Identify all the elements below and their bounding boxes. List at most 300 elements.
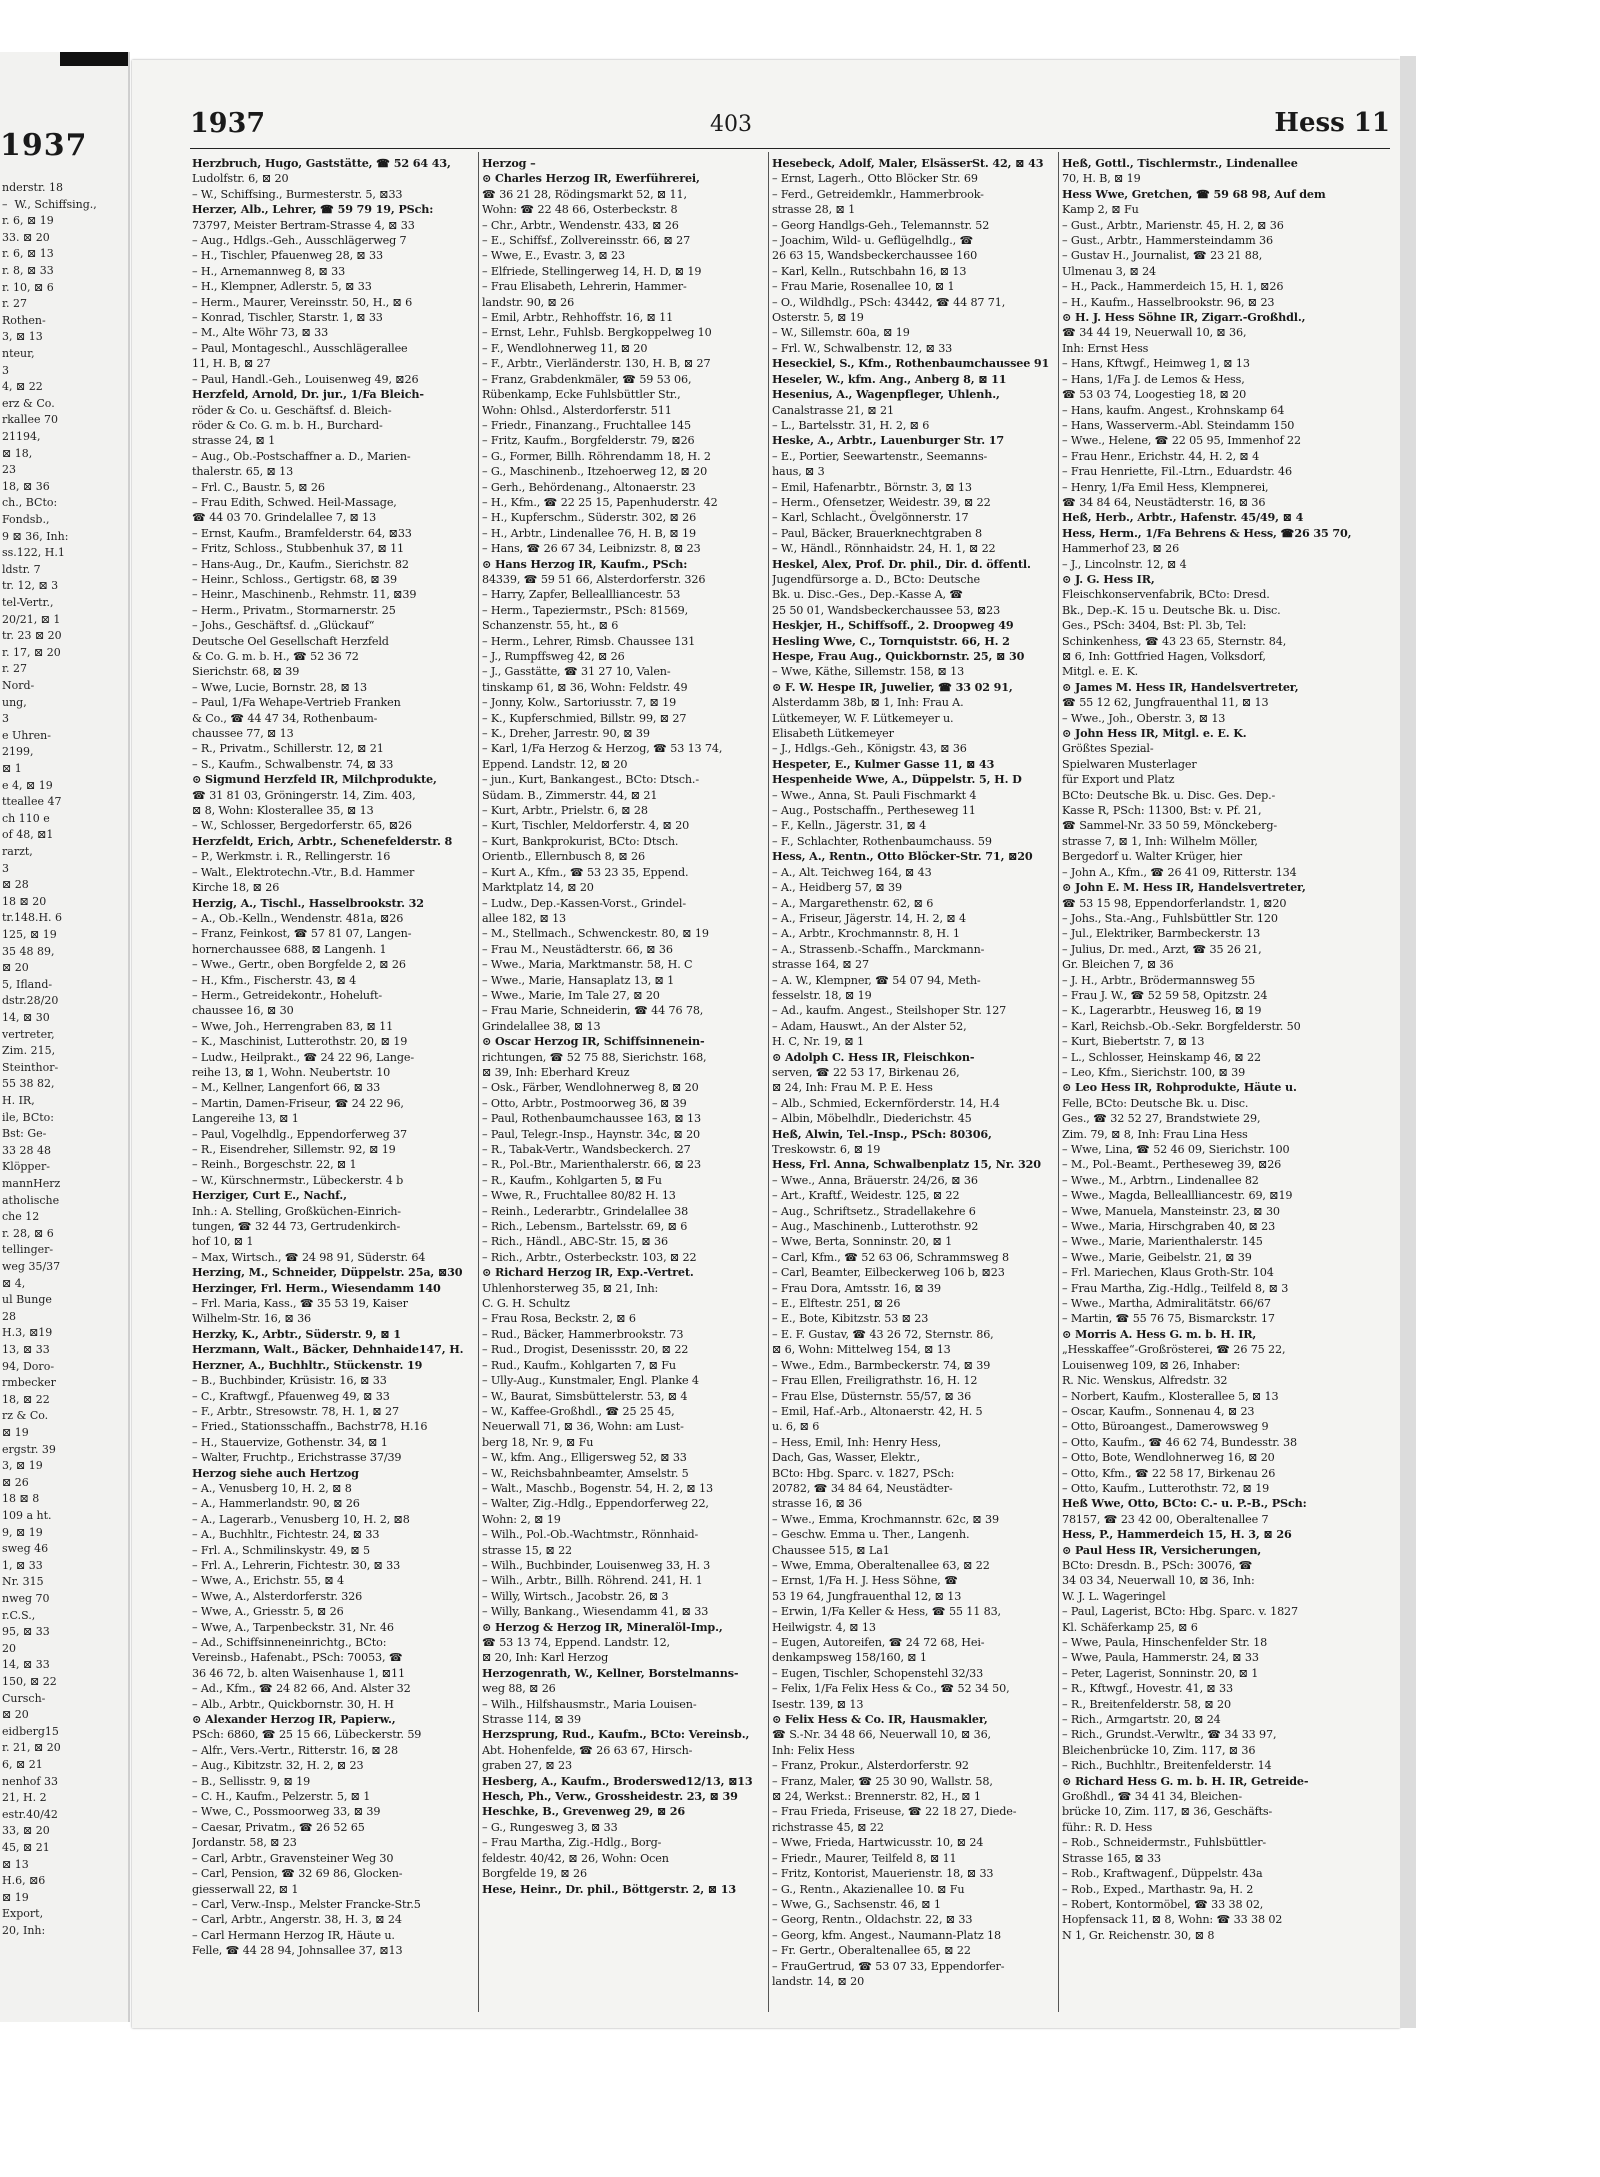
directory-entry-line: – Herm., Lehrer, Rimsb. Chaussee 131: [482, 634, 696, 648]
directory-entry-line: – jun., Kurt, Bankangest., BCto: Dtsch.-: [482, 773, 699, 787]
directory-entry-line: – Frau Edith, Schwed. Heil-Massage,: [192, 495, 397, 509]
directory-entry-line: Sierichstr. 68, ⊠ 39: [192, 665, 300, 679]
directory-entry-line: Heseckiel, S., Kfm., Rothenbaumchaussee 91: [772, 356, 1050, 371]
directory-entry-line: ☎ 31 81 03, Gröningerstr. 14, Zim. 403,: [192, 788, 416, 802]
left-fragment-line: of 48, ⊠1: [2, 828, 54, 842]
directory-entry-line: – A., Venusberg 10, H. 2, ⊠ 8: [192, 1481, 352, 1495]
directory-entry-line: ⊙ Felix Hess & Co. IR, Hausmakler,: [772, 1712, 988, 1727]
directory-entry-line: – Martin, ☎ 55 76 75, Bismarckstr. 17: [1062, 1312, 1275, 1326]
left-fragment-line: r.C.S.,: [2, 1608, 36, 1622]
directory-entry-line: – Kurt A., Kfm., ☎ 53 23 35, Eppend.: [482, 865, 689, 879]
directory-entry-line: – Wwe., Magda, Belleallliancestr. 69, ⊠19: [1062, 1189, 1293, 1203]
directory-entry-line: – Wwe., Marie, Geibelstr. 21, ⊠ 39: [1062, 1250, 1252, 1264]
directory-entry-line: – Max, Wirtsch., ☎ 24 98 91, Süderstr. 64: [192, 1250, 426, 1264]
directory-entry-line: – Wwe., M., Arbtrn., Lindenallee 82: [1062, 1173, 1259, 1187]
left-fragment-line: 95, ⊠ 33: [2, 1625, 50, 1639]
directory-entry-line: – Eugen, Autoreifen, ☎ 24 72 68, Hei-: [772, 1636, 985, 1649]
directory-entry-line: Hesch, Ph., Verw., Grossheidestr. 23, ⊠ 39: [482, 1789, 738, 1804]
directory-entry-line: – Friedr., Finanzang., Fruchtallee 145: [482, 418, 691, 432]
directory-entry-line: reihe 13, ⊠ 1, Wohn. Neubertstr. 10: [192, 1065, 391, 1079]
directory-entry-line: – A., Heidberg 57, ⊠ 39: [772, 881, 902, 895]
left-fragment-line: 3: [2, 861, 9, 875]
directory-entry-line: N 1, Gr. Reichenstr. 30, ⊠ 8: [1062, 1928, 1215, 1942]
left-fragment-line: 28: [2, 1309, 16, 1323]
directory-entry-line: ⊙ Alexander Herzog IR, Papierw.,: [192, 1712, 396, 1727]
left-fragment-line: ⊠ 20: [2, 961, 29, 975]
directory-entry-line: Wohn: Ohlsd., Alsterdorferstr. 511: [482, 403, 672, 417]
directory-entry-line: – Wwe, C., Possmoorweg 33, ⊠ 39: [192, 1805, 381, 1819]
left-fragment-line: tellinger-: [2, 1243, 54, 1257]
directory-entry-line: ⊙ James M. Hess IR, Handelsvertreter,: [1062, 679, 1299, 694]
directory-entry-line: Spielwaren Musterlager: [1062, 757, 1197, 771]
directory-entry-line: – Frau Ellen, Freiligrathstr. 16, H. 12: [772, 1374, 978, 1388]
left-fragment-line: rkallee 70: [2, 413, 59, 427]
directory-entry-line: H. C, Nr. 19, ⊠ 1: [772, 1035, 865, 1049]
left-fragment-line: Fondsb.,: [2, 513, 50, 526]
directory-entry-line: – Oscar, Kaufm., Sonnenau 4, ⊠ 23: [1062, 1404, 1255, 1418]
left-fragment-line: Nord-: [2, 679, 35, 692]
left-fragment-line: 13, ⊠ 33: [2, 1343, 50, 1356]
directory-entry-line: – Franz, Maler, ☎ 25 30 90, Wallstr. 58,: [772, 1774, 993, 1788]
directory-entry-line: – Caesar, Privatm., ☎ 26 52 65: [192, 1820, 365, 1834]
directory-entry-line: strasse 24, ⊠ 1: [192, 434, 276, 448]
directory-entry-line: – Albin, Möbelhdlr., Diederichstr. 45: [772, 1112, 972, 1126]
directory-entry-line: – Heinr., Schloss., Gertigstr. 68, ⊠ 39: [192, 572, 397, 586]
directory-entry-line: – Otto, Büroangest., Damerowsweg 9: [1062, 1420, 1269, 1434]
directory-entry-line: ☎ 34 44 19, Neuerwall 10, ⊠ 36,: [1062, 326, 1247, 340]
left-page-year: 1937: [0, 128, 88, 163]
directory-entry-line: fesselstr. 18, ⊠ 19: [772, 988, 872, 1002]
directory-entry-line: Herziger, Curt E., Nachf.,: [192, 1188, 347, 1203]
directory-entry-line: – Herm., Tapeziermstr., PSch: 81569,: [482, 603, 689, 617]
directory-entry-line: – Wwe, A., Tarpenbeckstr. 31, Nr. 46: [192, 1620, 394, 1634]
header-rule: [190, 148, 1390, 149]
directory-entry-line: – Wilh., Arbtr., Billh. Röhrend. 241, H. 1: [482, 1574, 703, 1588]
directory-entry-line: – Frl. A., Schmilinskystr. 49, ⊠ 5: [192, 1543, 370, 1557]
left-fragment-line: ⊠ 13: [2, 1857, 29, 1871]
directory-entry-line: PSch: 6860, ☎ 25 15 66, Lübeckerstr. 59: [192, 1728, 422, 1742]
directory-entry-line: – Wwe, A., Griesstr. 5, ⊠ 26: [192, 1605, 344, 1619]
directory-entry-line: Bk. u. Disc.-Ges., Dep.-Kasse A, ☎: [772, 588, 964, 602]
directory-entry-line: – Wilh., Hilfshausmstr., Maria Louisen-: [482, 1697, 697, 1711]
directory-entry-line: ⊠ 6, Wohn: Mittelweg 154, ⊠ 13: [772, 1343, 951, 1357]
directory-entry-line: – Herm., Maurer, Vereinsstr. 50, H., ⊠ 6: [192, 295, 413, 309]
directory-entry-line: – Wwe., Helene, ☎ 22 05 95, Immenhof 22: [1062, 434, 1301, 448]
directory-entry-line: – Reinh., Lederarbtr., Grindelallee 38: [482, 1204, 689, 1218]
directory-entry-line: Hespenheide Wwe, A., Düppelstr. 5, H. D: [772, 772, 1022, 787]
directory-entry-line: & Co., ☎ 44 47 34, Rothenbaum-: [192, 711, 378, 725]
directory-entry-line: Ulmenau 3, ⊠ 24: [1062, 264, 1157, 278]
directory-entry-line: führ.: R. D. Hess: [1062, 1820, 1153, 1834]
directory-entry-line: – Ully-Aug., Kunstmaler, Engl. Planke 4: [482, 1374, 699, 1388]
directory-entry-line: weg 88, ⊠ 26: [482, 1682, 556, 1696]
directory-entry-line: – J., Lincolnstr. 12, ⊠ 4: [1062, 557, 1187, 571]
directory-entry-line: – Alfr., Vers.-Vertr., Ritterstr. 16, ⊠ 28: [192, 1743, 398, 1757]
directory-entry-line: ☎ 44 03 70. Grindelallee 7, ⊠ 13: [192, 511, 377, 525]
left-fragment-line: 125, ⊠ 19: [2, 928, 57, 941]
directory-entry-line: – Franz, Prokur., Alsterdorferstr. 92: [772, 1759, 969, 1773]
directory-entry-line: – Walter, Fruchtp., Erichstrasse 37/39: [192, 1451, 402, 1465]
left-fragment-line: ⊠ 18,: [2, 446, 33, 460]
directory-entry-line: brücke 10, Zim. 117, ⊠ 36, Geschäfts-: [1062, 1805, 1273, 1819]
directory-entry-line: – Paul, Lagerist, BCto: Hbg. Sparc. v. 1827: [1062, 1605, 1298, 1619]
left-fragment-line: 150, ⊠ 22: [2, 1675, 57, 1688]
directory-entry-line: – Paul, Bäcker, Brauerknechtgraben 8: [772, 526, 982, 540]
directory-entry-line: Herzbruch, Hugo, Gaststätte, ☎ 52 64 43,: [192, 156, 451, 170]
left-fragment-line: H.3, ⊠19: [2, 1326, 53, 1340]
left-fragment-line: Nr. 315: [2, 1575, 44, 1589]
directory-entry-line: – Carl, Pension, ☎ 32 69 86, Glocken-: [192, 1867, 403, 1881]
directory-entry-line: 78157, ☎ 23 42 00, Oberaltenallee 7: [1062, 1512, 1269, 1526]
directory-entry-line: – Frau M., Neustädterstr. 66, ⊠ 36: [482, 942, 673, 956]
directory-entry-line: – Hans, ☎ 26 67 34, Leibnizstr. 8, ⊠ 23: [482, 542, 701, 556]
directory-entry-line: Hesenius, A., Wagenpfleger, Uhlenh.,: [772, 387, 1000, 402]
directory-entry-line: – Norbert, Kaufm., Klosterallee 5, ⊠ 13: [1062, 1389, 1279, 1403]
directory-entry-line: Rübenkamp, Ecke Fuhlsbüttler Str.,: [482, 388, 681, 402]
directory-entry-line: – B., Sellisstr. 9, ⊠ 19: [192, 1774, 311, 1788]
directory-entry-line: – Willy, Bankang., Wiesendamm 41, ⊠ 33: [482, 1605, 709, 1619]
directory-entry-line: – Wwe, Frieda, Hartwicusstr. 10, ⊠ 24: [772, 1836, 984, 1850]
directory-entry-line: – J., Rumpffsweg 42, ⊠ 26: [482, 650, 625, 663]
left-fragment-line: ch 110 e: [2, 811, 50, 825]
directory-entry-line: allee 182, ⊠ 13: [482, 911, 567, 925]
directory-entry-line: – M., Kellner, Langenfort 66, ⊠ 33: [192, 1081, 381, 1095]
directory-entry-line: – Eugen, Tischler, Schopenstehl 32/33: [772, 1666, 984, 1680]
left-fragment-line: 14, ⊠ 30: [2, 1011, 50, 1024]
directory-entry-line: – Kurt, Bankprokurist, BCto: Dtsch.: [482, 834, 679, 848]
directory-entry-line: Schanzenstr. 55, ht., ⊠ 6: [482, 619, 619, 633]
directory-entry-line: Treskowstr. 6, ⊠ 19: [772, 1143, 881, 1156]
directory-entry-line: Eppend. Landstr. 12, ⊠ 20: [482, 757, 628, 771]
left-fragment-line: estr.40/42: [2, 1807, 58, 1821]
left-fragment-line: r. 10, ⊠ 6: [2, 280, 54, 294]
directory-entry-line: – Fritz, Schloss., Stubbenhuk 37, ⊠ 11: [192, 542, 405, 556]
left-fragment-line: 4, ⊠ 22: [2, 380, 43, 394]
directory-entry-line: – M., Pol.-Beamt., Pertheseweg 39, ⊠26: [1062, 1158, 1282, 1172]
directory-entry-line: – Wwe., Edm., Barmbeckerstr. 74, ⊠ 39: [772, 1358, 991, 1372]
directory-entry-line: ⊠ 24, Inh: Frau M. P. E. Hess: [772, 1081, 933, 1095]
directory-entry-line: 36 46 72, b. alten Waisenhause 1, ⊠11: [192, 1666, 405, 1680]
directory-entry-line: ⊙ H. J. Hess Söhne IR, Zigarr.-Großhdl.,: [1062, 310, 1306, 325]
directory-entry-line: Großhdl., ☎ 34 41 34, Bleichen-: [1062, 1790, 1242, 1804]
directory-entry-line: Herzer, Alb., Lehrer, ☎ 59 79 19, PSch:: [192, 202, 434, 217]
directory-entry-line: – Wwe, R., Fruchtallee 80/82 H. 13: [482, 1189, 676, 1203]
directory-entry-line: 84339, ☎ 59 51 66, Alsterdorferstr. 326: [482, 572, 706, 586]
left-fragment-line: ldstr. 7: [2, 562, 41, 576]
directory-entry-line: Mitgl. e. E. K.: [1062, 665, 1139, 679]
directory-entry-line: – Emil, Arbtr., Rehhoffstr. 16, ⊠ 11: [482, 311, 674, 325]
directory-entry-line: – Friedr., Maurer, Teilfeld 8, ⊠ 11: [772, 1851, 957, 1865]
directory-entry-line: – Wwe, G., Sachsenstr. 46, ⊠ 1: [772, 1897, 941, 1911]
directory-entry-line: – Rich., Buchhltr., Breitenfelderstr. 14: [1062, 1759, 1272, 1773]
left-fragment-line: 20/21, ⊠ 1: [2, 612, 61, 626]
directory-entry-line: – H., Kfm., Fischerstr. 43, ⊠ 4: [192, 973, 357, 987]
directory-entry-line: Kamp 2, ⊠ Fu: [1062, 203, 1139, 217]
directory-entry-line: – Alb., Arbtr., Quickbornstr. 30, H. H: [192, 1697, 394, 1711]
directory-entry-line: ⊙ Hans Herzog IR, Kaufm., PSch:: [482, 556, 688, 571]
directory-entry-line: – Georg, kfm. Angest., Naumann-Platz 18: [772, 1928, 1001, 1942]
directory-entry-line: ⊠ 6, Inh: Gottfried Hagen, Volksdorf,: [1062, 650, 1266, 663]
directory-entry-line: – Rich., Armgartstr. 20, ⊠ 24: [1062, 1713, 1221, 1727]
left-fragment-line: vertreter,: [2, 1027, 55, 1041]
directory-entry-line: Hesling Wwe, C., Tornquiststr. 66, H. 2: [772, 633, 1010, 648]
directory-entry-line: – Frl. Mariechen, Klaus Groth-Str. 104: [1062, 1266, 1274, 1280]
directory-entry-line: – Wwe., Anna, Bräuerstr. 24/26, ⊠ 36: [772, 1173, 978, 1187]
directory-entry-line: – Hans, Wasserverm.-Abl. Steindamm 150: [1062, 418, 1295, 432]
directory-entry-line: – Hans, 1/Fa J. de Lemos & Hess,: [1062, 372, 1245, 386]
directory-entry-line: – S., Kaufm., Schwalbenstr. 74, ⊠ 33: [192, 757, 394, 771]
directory-entry-line: – Konrad, Tischler, Starstr. 1, ⊠ 33: [192, 311, 383, 325]
directory-entry-line: ⊙ Richard Hess G. m. b. H. IR, Getreide-: [1062, 1773, 1309, 1788]
directory-entry-line: – Wwe, Lucie, Bornstr. 28, ⊠ 13: [192, 680, 368, 694]
directory-entry-line: – H., Tischler, Pfauenweg 28, ⊠ 33: [192, 249, 383, 263]
directory-entry-line: – Walt., Elektrotechn.-Vtr., B.d. Hammer: [192, 865, 415, 879]
directory-entry-line: – Peter, Lagerist, Sonninstr. 20, ⊠ 1: [1062, 1666, 1259, 1680]
directory-entry-line: – L., Bartelsstr. 31, H. 2, ⊠ 6: [772, 418, 930, 432]
left-fragment-line: rarzt,: [2, 845, 33, 858]
directory-entry-line: Hese, Heinr., Dr. phil., Böttgerstr. 2, ⊠ 13: [482, 1881, 737, 1896]
directory-entry-line: ⊙ John Hess IR, Mitgl. e. E. K.: [1062, 726, 1247, 741]
left-fragment-line: rmbecker: [2, 1376, 56, 1390]
directory-entry-line: – F., Wendlohnerweg 11, ⊠ 20: [482, 341, 648, 355]
directory-entry-line: BCto: Deutsche Bk. u. Disc. Ges. Dep.-: [1062, 788, 1276, 802]
directory-entry-line: – Fried., Stationsschaffn., Bachstr78, H.16: [192, 1420, 428, 1434]
directory-entry-line: Hammerhof 23, ⊠ 26: [1062, 542, 1180, 556]
directory-entry-line: Hess, Herm., 1/Fa Behrens & Hess, ☎26 35 70,: [1062, 525, 1352, 540]
directory-entry-line: – H., Arnemannweg 8, ⊠ 33: [192, 264, 346, 278]
left-fragment-line: r. 28, ⊠ 6: [2, 1226, 54, 1240]
directory-entry-line: 20782, ☎ 34 84 64, Neustädter-: [772, 1481, 953, 1495]
directory-entry-line: richtungen, ☎ 52 75 88, Sierichstr. 168,: [482, 1050, 707, 1064]
directory-entry-line: – J. H., Arbtr., Brödermannsweg 55: [1062, 973, 1256, 987]
directory-entry-line: – H., Kaufm., Hasselbrookstr. 96, ⊠ 23: [1062, 295, 1275, 309]
directory-entry-line: Herzinger, Frl. Herm., Wiesendamm 140: [192, 1280, 441, 1295]
directory-entry-line: – Aug., Kibitzstr. 32, H. 2, ⊠ 23: [192, 1759, 364, 1773]
directory-entry-line: – Elfriede, Stellingerweg 14, H. D, ⊠ 19: [482, 264, 702, 278]
directory-entry-line: – Johs., Geschäftsf. d. „Glückauf“: [192, 619, 375, 633]
directory-entry-line: – R., Pol.-Btr., Marienthalerstr. 66, ⊠ 23: [482, 1158, 701, 1172]
directory-entry-line: W. J. L. Wageringel: [1062, 1589, 1166, 1603]
directory-entry-line: – Frau Frieda, Friseuse, ☎ 22 18 27, Diede-: [772, 1805, 1017, 1819]
directory-entry-line: – John A., Kfm., ☎ 26 41 09, Ritterstr. 134: [1062, 865, 1297, 879]
directory-entry-line: – Gustav H., Journalist, ☎ 23 21 88,: [1062, 249, 1263, 263]
directory-entry-line: – W., Kürschnermstr., Lübeckerstr. 4 b: [192, 1173, 404, 1187]
directory-entry-line: – Geschw. Emma u. Ther., Langenh.: [772, 1528, 970, 1542]
left-fragment-line: tr. 12, ⊠ 3: [2, 579, 59, 593]
directory-entry-line: strasse 16, ⊠ 36: [772, 1497, 863, 1511]
directory-entry-line: ⊙ Herzog & Herzog IR, Mineralöl-Imp.,: [482, 1619, 723, 1634]
left-fragment-line: weg 35/37: [2, 1260, 61, 1273]
directory-entry-line: richstrasse 45, ⊠ 22: [772, 1820, 884, 1834]
directory-entry-line: R. Nic. Wenskus, Alfredstr. 32: [1062, 1374, 1228, 1388]
directory-entry-line: Herzog –: [482, 156, 536, 170]
directory-entry-line: Herzky, K., Arbtr., Süderstr. 9, ⊠ 1: [192, 1326, 401, 1341]
left-fragment-line: Rothen-: [2, 313, 46, 327]
directory-entry-line: – A., Alt. Teichweg 164, ⊠ 43: [772, 865, 932, 879]
left-fragment-line: r. 27: [2, 662, 28, 676]
directory-entry-line: – W., Händl., Rönnhaidstr. 24, H. 1, ⊠ 22: [772, 542, 996, 556]
directory-entry-line: – Kurt, Tischler, Meldorferstr. 4, ⊠ 20: [482, 819, 690, 833]
page-edge: [1400, 56, 1416, 2028]
left-fragment-line: 14, ⊠ 33: [2, 1658, 50, 1672]
directory-entry-line: – Jul., Elektriker, Barmbeckerstr. 13: [1062, 927, 1261, 941]
directory-entry-line: – Wwe, Joh., Herrengraben 83, ⊠ 11: [192, 1019, 394, 1033]
directory-entry-line: Osterstr. 5, ⊠ 19: [772, 311, 864, 325]
directory-entry-line: ⊙ Paul Hess IR, Versicherungen,: [1062, 1542, 1262, 1557]
directory-entry-line: ⊠ 20, Inh: Karl Herzog: [482, 1651, 609, 1665]
directory-entry-line: – B., Buchbinder, Krüsistr. 16, ⊠ 33: [192, 1374, 387, 1388]
directory-entry-line: – R., Breitenfelderstr. 58, ⊠ 20: [1062, 1697, 1231, 1711]
directory-entry-line: serven, ☎ 22 53 17, Birkenau 26,: [772, 1065, 960, 1079]
directory-entry-line: – A., Margarethenstr. 62, ⊠ 6: [772, 896, 934, 910]
directory-entry-line: – Ferd., Getreidemklr., Hammerbrook-: [772, 187, 984, 201]
directory-entry-line: hornerchaussee 688, ⊠ Langenh. 1: [192, 942, 387, 956]
directory-entry-line: Kl. Schäferkamp 25, ⊠ 6: [1062, 1620, 1198, 1634]
directory-entry-line: – F., Schlachter, Rothenbaumchauss. 59: [772, 834, 992, 848]
left-fragment-line: r. 21, ⊠ 20: [2, 1741, 61, 1755]
directory-entry-line: Herzner, A., Buchhltr., Stückenstr. 19: [192, 1357, 423, 1372]
directory-entry-line: röder & Co. G. m. b. H., Burchard-: [192, 418, 383, 432]
directory-entry-line: Herzfeldt, Erich, Arbtr., Schenefelderstr. 8: [192, 833, 453, 848]
directory-entry-line: – Johs., Sta.-Ang., Fuhlsbüttler Str. 120: [1062, 911, 1278, 925]
directory-entry-line: – Robert, Kontormöbel, ☎ 33 38 02,: [1062, 1897, 1264, 1911]
directory-entry-line: – K., Maschinist, Lutterothstr. 20, ⊠ 19: [192, 1035, 408, 1049]
directory-entry-line: – Herm., Getreidekontr., Hoheluft-: [192, 988, 382, 1002]
directory-entry-line: Strasse 165, ⊠ 33: [1062, 1851, 1161, 1865]
directory-entry-line: Deutsche Oel Gesellschaft Herzfeld: [192, 634, 389, 648]
directory-entry-line: – Aug., Ob.-Postschaffner a. D., Marien-: [192, 449, 411, 463]
directory-entry-line: Kirche 18, ⊠ 26: [192, 881, 280, 895]
directory-entry-line: ☎ Sammel-Nr. 33 50 59, Mönckeberg-: [1062, 819, 1278, 833]
directory-entry-line: – Otto, Kaufm., ☎ 46 62 74, Bundesstr. 38: [1062, 1435, 1297, 1449]
directory-entry-line: – G., Rungesweg 3, ⊠ 33: [482, 1820, 618, 1834]
directory-entry-line: – H., Kupferschm., Süderstr. 302, ⊠ 26: [482, 511, 697, 525]
left-fragment-line: Zim. 215,: [2, 1044, 56, 1058]
left-fragment-line: 21194,: [2, 430, 41, 443]
directory-entry-line: strasse 164, ⊠ 27: [772, 958, 869, 972]
directory-entry-line: – Carl, Beamter, Eilbeckerweg 106 b, ⊠23: [772, 1266, 1005, 1280]
directory-entry-line: Neuerwall 71, ⊠ 36, Wohn: am Lust-: [482, 1420, 684, 1434]
left-fragment-line: nenhof 33: [2, 1774, 58, 1788]
directory-entry-line: – Rich., Lebensm., Bartelsstr. 69, ⊠ 6: [482, 1220, 688, 1234]
directory-entry-line: – W., Reichsbahnbeamter, Amselstr. 5: [482, 1466, 689, 1480]
directory-entry-line: – K., Dreher, Jarrestr. 90, ⊠ 39: [482, 727, 650, 741]
directory-entry-line: – Kurt, Arbtr., Prielstr. 6, ⊠ 28: [482, 804, 648, 818]
directory-entry-line: – Karl, Schlacht., Övelgönnerstr. 17: [772, 511, 969, 525]
left-fragment-line: 20: [2, 1641, 16, 1655]
directory-entry-line: ⊙ Adolph C. Hess IR, Fleischkon-: [772, 1049, 975, 1064]
directory-entry-line: – Carl, Arbtr., Angerstr. 38, H. 3, ⊠ 24: [192, 1913, 402, 1927]
directory-entry-line: – Chr., Arbtr., Wendenstr. 433, ⊠ 26: [482, 218, 679, 232]
directory-entry-line: Jordanstr. 58, ⊠ 23: [192, 1836, 297, 1850]
left-fragment-line: ch., BCto:: [2, 496, 58, 510]
left-fragment-line: Bst: Ge-: [2, 1127, 47, 1141]
column-divider: [768, 152, 769, 2012]
directory-entry-line: – L., Schlosser, Heinskamp 46, ⊠ 22: [1062, 1050, 1261, 1064]
left-fragment-line: 18, ⊠ 36: [2, 479, 50, 493]
directory-entry-line: – Frau Henr., Erichstr. 44, H. 2, ⊠ 4: [1062, 449, 1260, 463]
directory-entry-line: – Wwe., Marie, Marienthalerstr. 145: [1062, 1235, 1263, 1249]
directory-entry-line: – Art., Kraftf., Weidestr. 125, ⊠ 22: [772, 1189, 960, 1203]
directory-entry-line: – Otto, Bote, Wendlohnerweg 16, ⊠ 20: [1062, 1451, 1275, 1465]
left-fragment-line: H.6, ⊠6: [2, 1874, 46, 1888]
directory-entry-line: Elisabeth Lütkemeyer: [772, 727, 894, 741]
left-fragment-line: 3: [2, 363, 9, 377]
directory-entry-line: – Gust., Arbtr., Hammersteindamm 36: [1062, 234, 1273, 248]
left-fragment-line: ul Bunge: [2, 1293, 52, 1307]
left-fragment-line: mannHerz: [2, 1177, 61, 1190]
directory-entry-line: röder & Co. u. Geschäftsf. d. Bleich-: [192, 403, 392, 417]
directory-entry-line: Isestr. 139, ⊠ 13: [772, 1697, 864, 1711]
page-number: 403: [710, 112, 752, 137]
directory-entry-line: – Carl, Kfm., ☎ 52 63 06, Schrammsweg 8: [772, 1250, 1009, 1264]
directory-entry-line: ⊙ J. G. Hess IR,: [1062, 571, 1155, 586]
directory-entry-line: – Wwe, Berta, Sonninstr. 20, ⊠ 1: [772, 1235, 953, 1249]
directory-entry-line: Zim. 79, ⊠ 8, Inh: Frau Lina Hess: [1062, 1127, 1248, 1141]
directory-entry-line: – A., Friseur, Jägerstr. 14, H. 2, ⊠ 4: [772, 911, 966, 925]
directory-entry-line: – Hess, Emil, Inh: Henry Hess,: [772, 1435, 942, 1449]
column-divider: [1058, 152, 1059, 2012]
directory-entry-line: – Ernst, Kaufm., Bramfelderstr. 64, ⊠33: [192, 526, 412, 540]
left-fragment-line: ⊠ 20: [2, 1708, 29, 1722]
directory-entry-line: – Felix, 1/Fa Felix Hess & Co., ☎ 52 34 50,: [772, 1682, 1010, 1696]
directory-entry-line: – A., Strassenb.-Schaffn., Marckmann-: [772, 942, 985, 956]
directory-entry-line: – F., Arbtr., Stresowstr. 78, H. 1, ⊠ 27: [192, 1404, 399, 1418]
directory-entry-line: – Rud., Kaufm., Kohlgarten 7, ⊠ Fu: [482, 1358, 676, 1372]
directory-entry-line: Felle, BCto: Deutsche Bk. u. Disc.: [1062, 1096, 1249, 1110]
directory-entry-line: – Ad., Schiffsinneneinrichtg., BCto:: [192, 1636, 387, 1649]
directory-entry-line: Orientb., Ellernbusch 8, ⊠ 26: [482, 850, 645, 864]
directory-entry-line: – Carl, Verw.-Insp., Melster Francke-Str.5: [192, 1897, 421, 1911]
left-fragment-line: eidberg15: [2, 1724, 59, 1738]
directory-entry-line: – Otto, Arbtr., Postmoorweg 36, ⊠ 39: [482, 1096, 687, 1110]
directory-entry-line: Heskel, Alex, Prof. Dr. phil., Dir. d. öffentl.: [772, 556, 1031, 571]
directory-entry-line: 26 63 15, Wandsbeckerchaussee 160: [772, 249, 978, 263]
directory-entry-line: – Kurt, Biebertstr. 7, ⊠ 13: [1062, 1035, 1205, 1049]
directory-entry-line: Grindelallee 38, ⊠ 13: [482, 1019, 601, 1033]
directory-entry-line: – Frau J. W., ☎ 52 59 58, Opitzstr. 24: [1062, 988, 1268, 1002]
directory-entry-line: BCto: Hbg. Sparc. v. 1827, PSch:: [772, 1466, 955, 1480]
left-fragment-line: nteur,: [2, 347, 35, 360]
directory-entry-line: – Frau Martha, Zig.-Hdlg., Teilfeld 8, ⊠ 3: [1062, 1281, 1289, 1295]
directory-entry-line: – P., Werkmstr. i. R., Rellingerstr. 16: [192, 850, 391, 864]
directory-entry-line: Abt. Hohenfelde, ☎ 26 63 67, Hirsch-: [482, 1743, 693, 1757]
directory-entry-line: Heß, Herb., Arbtr., Hafenstr. 45/49, ⊠ 4: [1062, 510, 1304, 525]
directory-entry-line: Südam. B., Zimmerstr. 44, ⊠ 21: [482, 788, 658, 802]
directory-entry-line: – Wwe., Gertr., oben Borgfelde 2, ⊠ 26: [192, 958, 406, 972]
directory-entry-line: – R., Kaufm., Kohlgarten 5, ⊠ Fu: [482, 1173, 662, 1187]
left-fragment-line: 94, Doro-: [2, 1359, 55, 1373]
directory-entry-line: – Frau Else, Düsternstr. 55/57, ⊠ 36: [772, 1389, 972, 1403]
directory-entry-line: – Frau Henriette, Fil.-Ltrn., Eduardstr. 46: [1062, 465, 1292, 479]
directory-entry-line: Herzsprung, Rud., Kaufm., BCto: Vereinsb.,: [482, 1727, 750, 1742]
directory-entry-line: Chaussee 515, ⊠ La1: [772, 1543, 890, 1557]
directory-entry-line: – G., Maschinenb., Itzehoerweg 12, ⊠ 20: [482, 465, 708, 479]
directory-entry-line: 73797, Meister Bertram-Strasse 4, ⊠ 33: [192, 218, 415, 232]
directory-entry-line: – Frl. W., Schwalbenstr. 12, ⊠ 33: [772, 341, 953, 355]
directory-entry-line: – Gust., Arbtr., Marienstr. 45, H. 2, ⊠ 36: [1062, 218, 1284, 232]
directory-entry-line: ☎ S.-Nr. 34 48 66, Neuerwall 10, ⊠ 36,: [772, 1728, 991, 1742]
left-fragment-line: 55 38 82,: [2, 1077, 55, 1091]
directory-entry-line: ⊙ Oscar Herzog IR, Schiffsinnenein-: [482, 1034, 705, 1049]
directory-entry-line: Louisenweg 109, ⊠ 26, Inhaber:: [1062, 1358, 1241, 1372]
directory-entry-line: – K., Lagerarbtr., Heusweg 16, ⊠ 19: [1062, 1004, 1262, 1018]
directory-entry-line: – H., Klempner, Adlerstr. 5, ⊠ 33: [192, 280, 372, 294]
left-fragment-line: 2199,: [2, 745, 34, 759]
directory-entry-line: C. G. H. Schultz: [482, 1297, 570, 1311]
directory-entry-line: chaussee 77, ⊠ 13: [192, 727, 294, 741]
directory-entry-line: – H., Stauervize, Gothenstr. 34, ⊠ 1: [192, 1435, 388, 1449]
